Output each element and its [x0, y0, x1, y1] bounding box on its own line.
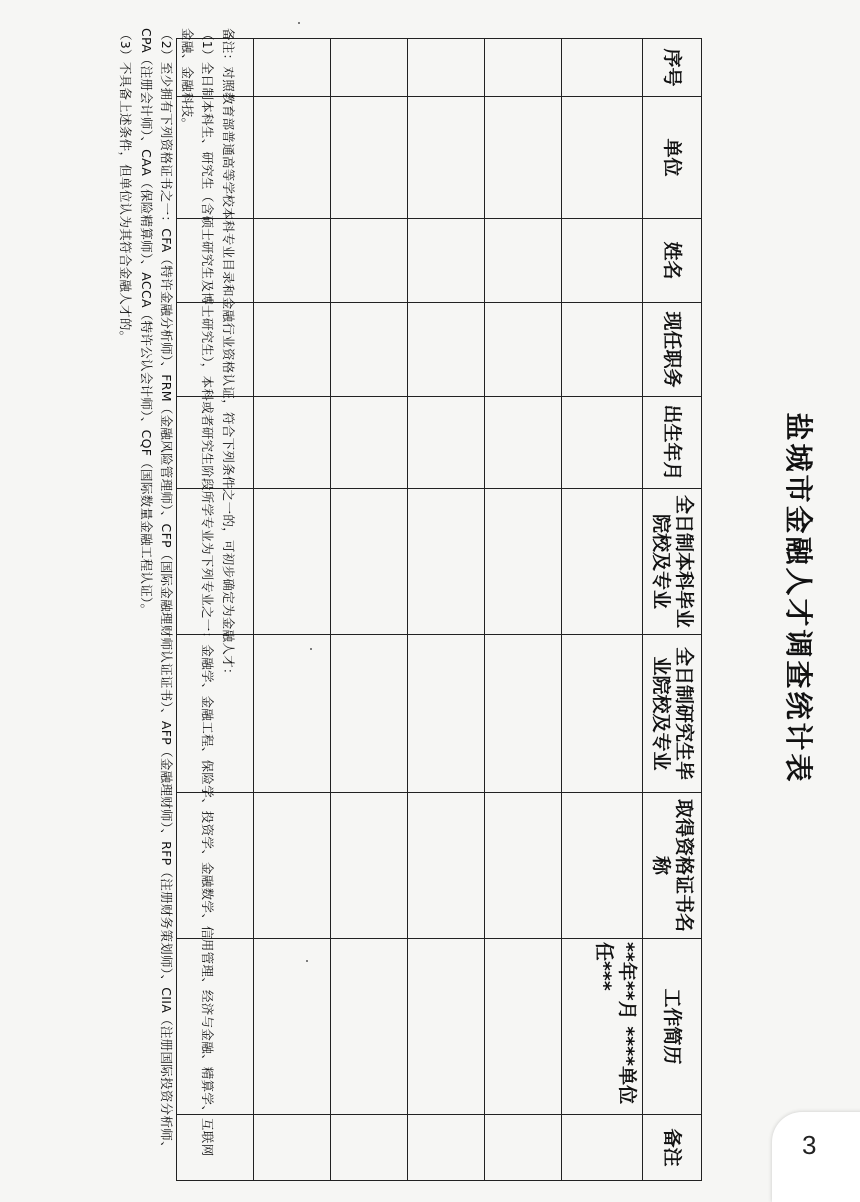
header-remark: 备注	[643, 1115, 702, 1181]
table-cell[interactable]	[408, 39, 485, 97]
table-cell[interactable]	[331, 219, 408, 303]
table-row	[254, 39, 331, 1181]
table-cell[interactable]	[254, 219, 331, 303]
table-cell[interactable]	[331, 303, 408, 397]
table-cell[interactable]	[408, 397, 485, 489]
table-row	[331, 39, 408, 1181]
table-cell[interactable]	[408, 303, 485, 397]
header-unit: 单位	[643, 97, 702, 219]
table-cell[interactable]	[254, 489, 331, 635]
table-row	[562, 39, 643, 1181]
table-cell[interactable]	[562, 219, 643, 303]
table-cell[interactable]	[331, 793, 408, 939]
table-row	[485, 39, 562, 1181]
table-cell[interactable]	[408, 97, 485, 219]
table-cell[interactable]	[562, 97, 643, 219]
table-header-row	[643, 39, 702, 1181]
table-cell[interactable]	[254, 39, 331, 97]
table-cell[interactable]	[562, 397, 643, 489]
table-row	[408, 39, 485, 1181]
header-certificate: 取得资格证书名称	[643, 793, 702, 939]
notes-intro: 备注：对照教育部普通高等学校本科专业目录和金融行业资格认证，符合下列条件之一的，可初步确定为金融人才：	[221, 28, 236, 681]
table-cell[interactable]	[331, 635, 408, 793]
header-resume: 工作简历	[643, 939, 702, 1115]
page-title: 盐城市金融人才调查统计表	[782, 412, 815, 785]
table-cell[interactable]	[485, 97, 562, 219]
table-cell[interactable]	[485, 1115, 562, 1181]
table-cell[interactable]	[485, 397, 562, 489]
notes-item-1: （1）全日制本科生、研究生（含硕士研究生及博士研究生），本科或者研究生阶段所学专业为下列专业之一：金融学、金融工程、保险学、投资学、金融数学、信用管理、经济与金融、精算学、互联网金融、金融科技。	[180, 28, 216, 1157]
table-cell[interactable]	[562, 303, 643, 397]
table-cell[interactable]	[562, 1115, 643, 1181]
table-cell[interactable]	[408, 219, 485, 303]
table-cell[interactable]	[254, 397, 331, 489]
scan-speck	[310, 648, 312, 650]
header-position: 现任职务	[643, 303, 702, 397]
scan-speck	[298, 22, 300, 24]
header-name: 姓名	[643, 219, 702, 303]
table-cell[interactable]	[254, 97, 331, 219]
table-cell[interactable]	[485, 793, 562, 939]
table-cell[interactable]	[485, 635, 562, 793]
table-cell[interactable]	[254, 635, 331, 793]
table-cell[interactable]	[408, 793, 485, 939]
table-cell[interactable]	[408, 489, 485, 635]
survey-table	[176, 38, 702, 1181]
page-number-badge	[772, 1112, 860, 1202]
table-cell[interactable]	[254, 939, 331, 1115]
table-cell[interactable]	[562, 39, 643, 97]
notes-item-2: （2）至少拥有下列资格证书之一：CFA（特许金融分析师）、FRM（金融风险管理师）、CFP（国际金融理财师认证证书）、AFP（金融理财师）、RFP（注册财务策划师）、CIIA（注册国际投资分析师、CPA（注册会计师）、CAA（保险精算师）、ACCA（特许公认会计师）、CQF（国际数量金融工程认证）。	[139, 28, 175, 1154]
table-cell[interactable]	[331, 489, 408, 635]
header-postgrad: 全日制研究生毕业院校及专业	[643, 635, 702, 793]
table-cell[interactable]	[408, 1115, 485, 1181]
header-undergrad: 全日制本科毕业院校及专业	[643, 489, 702, 635]
table-cell[interactable]	[254, 793, 331, 939]
header-birth: 出生年月	[643, 397, 702, 489]
table-cell[interactable]	[485, 489, 562, 635]
table-cell[interactable]	[485, 39, 562, 97]
table-cell[interactable]	[485, 219, 562, 303]
table-cell[interactable]	[408, 635, 485, 793]
table-cell[interactable]	[331, 1115, 408, 1181]
table-cell[interactable]	[408, 939, 485, 1115]
table-cell[interactable]	[331, 397, 408, 489]
table-cell[interactable]	[254, 303, 331, 397]
table-cell[interactable]	[562, 793, 643, 939]
table-cell[interactable]	[331, 39, 408, 97]
page-number: 3	[802, 1130, 817, 1160]
table-cell[interactable]	[331, 939, 408, 1115]
table-cell[interactable]	[254, 1115, 331, 1181]
table-cell[interactable]	[485, 939, 562, 1115]
table-cell[interactable]	[562, 489, 643, 635]
notes-block	[115, 28, 238, 1168]
resume-example-cell[interactable]: **年**月 ****单位任***	[562, 939, 643, 1115]
table-cell[interactable]	[562, 635, 643, 793]
header-index: 序号	[643, 39, 702, 97]
table-cell[interactable]	[331, 97, 408, 219]
notes-item-3: （3）不具备上述条件，但单位认为其符合金融人才的。	[118, 28, 134, 344]
scan-speck	[306, 960, 308, 962]
table-cell[interactable]	[485, 303, 562, 397]
